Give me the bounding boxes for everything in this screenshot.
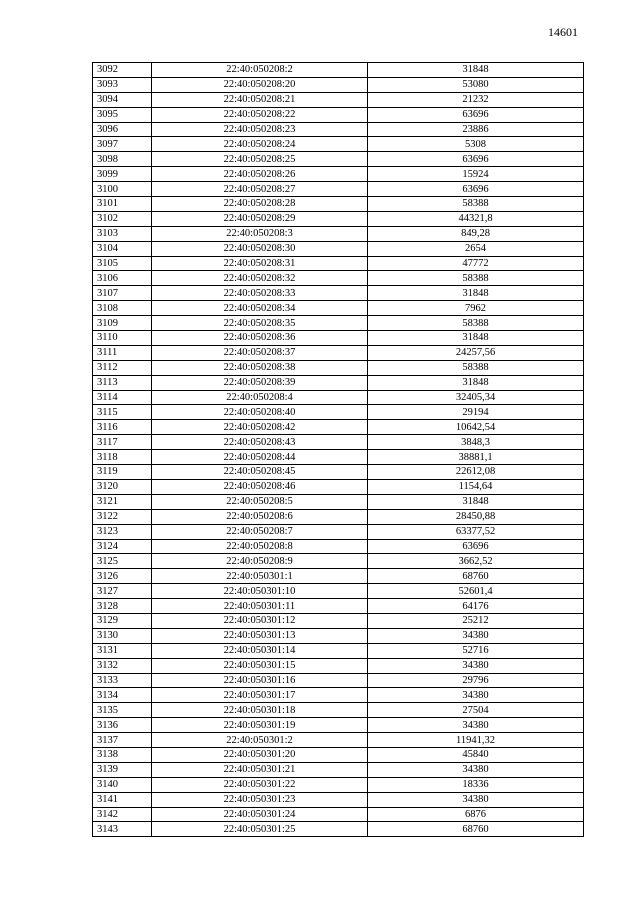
value-cell: 6876 <box>368 807 584 822</box>
cadastral-number-cell: 22:40:050208:8 <box>152 539 368 554</box>
cadastral-number-cell: 22:40:050301:2 <box>152 733 368 748</box>
cadastral-number-cell: 22:40:050301:25 <box>152 822 368 837</box>
value-cell: 31848 <box>368 375 584 390</box>
value-cell: 63696 <box>368 152 584 167</box>
row-number-cell: 3106 <box>93 271 152 286</box>
value-cell: 25212 <box>368 613 584 628</box>
cadastral-number-cell: 22:40:050208:4 <box>152 390 368 405</box>
value-cell: 34380 <box>368 762 584 777</box>
cadastral-number-cell: 22:40:050301:19 <box>152 718 368 733</box>
value-cell: 58388 <box>368 316 584 331</box>
cadastral-number-cell: 22:40:050208:45 <box>152 465 368 480</box>
value-cell: 68760 <box>368 569 584 584</box>
table-row <box>93 360 584 375</box>
table-row <box>93 286 584 301</box>
cadastral-number-cell: 22:40:050301:22 <box>152 777 368 792</box>
row-number-cell: 3097 <box>93 137 152 152</box>
table-row <box>93 197 584 212</box>
table-row <box>93 420 584 435</box>
cadastral-number-cell: 22:40:050208:36 <box>152 331 368 346</box>
table-row <box>93 762 584 777</box>
cadastral-number-cell: 22:40:050208:43 <box>152 435 368 450</box>
table-row <box>93 390 584 405</box>
value-cell: 27504 <box>368 703 584 718</box>
value-cell: 34380 <box>368 688 584 703</box>
cadastral-number-cell: 22:40:050208:33 <box>152 286 368 301</box>
table-row <box>93 226 584 241</box>
table-row <box>93 241 584 256</box>
value-cell: 53080 <box>368 77 584 92</box>
value-cell: 21232 <box>368 92 584 107</box>
row-number-cell: 3092 <box>93 63 152 78</box>
value-cell: 5308 <box>368 137 584 152</box>
value-cell: 31848 <box>368 286 584 301</box>
row-number-cell: 3130 <box>93 628 152 643</box>
cadastral-number-cell: 22:40:050301:17 <box>152 688 368 703</box>
row-number-cell: 3109 <box>93 316 152 331</box>
table-row <box>93 703 584 718</box>
cadastral-number-cell: 22:40:050208:32 <box>152 271 368 286</box>
table-row <box>93 345 584 360</box>
value-cell: 29796 <box>368 673 584 688</box>
cadastral-number-cell: 22:40:050208:2 <box>152 63 368 78</box>
cadastral-number-cell: 22:40:050208:5 <box>152 494 368 509</box>
table-row <box>93 435 584 450</box>
table-row <box>93 331 584 346</box>
table-row <box>93 479 584 494</box>
table-row <box>93 92 584 107</box>
cadastral-number-cell: 22:40:050301:16 <box>152 673 368 688</box>
value-cell: 52716 <box>368 643 584 658</box>
table-row <box>93 733 584 748</box>
table-row <box>93 450 584 465</box>
value-cell: 22612,08 <box>368 465 584 480</box>
cadastral-number-cell: 22:40:050208:31 <box>152 256 368 271</box>
cadastral-number-cell: 22:40:050208:25 <box>152 152 368 167</box>
cadastral-number-cell: 22:40:050208:28 <box>152 197 368 212</box>
page-number: 14601 <box>548 25 578 39</box>
cadastral-number-cell: 22:40:050208:6 <box>152 509 368 524</box>
value-cell: 23886 <box>368 122 584 137</box>
cadastral-number-cell: 22:40:050208:34 <box>152 301 368 316</box>
value-cell: 24257,56 <box>368 345 584 360</box>
value-cell: 32405,34 <box>368 390 584 405</box>
cadastral-number-cell: 22:40:050301:24 <box>152 807 368 822</box>
cadastral-number-cell: 22:40:050208:7 <box>152 524 368 539</box>
table-row <box>93 673 584 688</box>
row-number-cell: 3143 <box>93 822 152 837</box>
cadastral-number-cell: 22:40:050208:40 <box>152 405 368 420</box>
row-number-cell: 3093 <box>93 77 152 92</box>
value-cell: 58388 <box>368 197 584 212</box>
cadastral-number-cell: 22:40:050208:20 <box>152 77 368 92</box>
value-cell: 34380 <box>368 658 584 673</box>
table-body <box>93 63 584 837</box>
row-number-cell: 3117 <box>93 435 152 450</box>
value-cell: 45840 <box>368 747 584 762</box>
row-number-cell: 3125 <box>93 554 152 569</box>
table-row <box>93 554 584 569</box>
row-number-cell: 3121 <box>93 494 152 509</box>
cadastral-number-cell: 22:40:050301:23 <box>152 792 368 807</box>
table-row <box>93 375 584 390</box>
table-row <box>93 584 584 599</box>
table-row <box>93 77 584 92</box>
row-number-cell: 3120 <box>93 479 152 494</box>
row-number-cell: 3098 <box>93 152 152 167</box>
table-row <box>93 599 584 614</box>
value-cell: 58388 <box>368 271 584 286</box>
row-number-cell: 3127 <box>93 584 152 599</box>
row-number-cell: 3111 <box>93 345 152 360</box>
cadastral-number-cell: 22:40:050208:23 <box>152 122 368 137</box>
value-cell: 10642,54 <box>368 420 584 435</box>
cadastral-number-cell: 22:40:050208:38 <box>152 360 368 375</box>
value-cell: 1154,64 <box>368 479 584 494</box>
row-number-cell: 3119 <box>93 465 152 480</box>
value-cell: 47772 <box>368 256 584 271</box>
value-cell: 7962 <box>368 301 584 316</box>
row-number-cell: 3118 <box>93 450 152 465</box>
row-number-cell: 3124 <box>93 539 152 554</box>
table-row <box>93 301 584 316</box>
row-number-cell: 3134 <box>93 688 152 703</box>
row-number-cell: 3137 <box>93 733 152 748</box>
row-number-cell: 3105 <box>93 256 152 271</box>
table-row <box>93 271 584 286</box>
cadastral-number-cell: 22:40:050208:39 <box>152 375 368 390</box>
row-number-cell: 3094 <box>93 92 152 107</box>
value-cell: 2654 <box>368 241 584 256</box>
row-number-cell: 3096 <box>93 122 152 137</box>
table-row <box>93 718 584 733</box>
row-number-cell: 3110 <box>93 331 152 346</box>
row-number-cell: 3128 <box>93 599 152 614</box>
value-cell: 68760 <box>368 822 584 837</box>
table-row <box>93 569 584 584</box>
value-cell: 58388 <box>368 360 584 375</box>
table-row <box>93 465 584 480</box>
row-number-cell: 3126 <box>93 569 152 584</box>
table-row <box>93 822 584 837</box>
table-row <box>93 211 584 226</box>
row-number-cell: 3141 <box>93 792 152 807</box>
value-cell: 64176 <box>368 599 584 614</box>
value-cell: 15924 <box>368 167 584 182</box>
cadastral-number-cell: 22:40:050301:12 <box>152 613 368 628</box>
row-number-cell: 3104 <box>93 241 152 256</box>
row-number-cell: 3138 <box>93 747 152 762</box>
row-number-cell: 3129 <box>93 613 152 628</box>
table-row <box>93 628 584 643</box>
row-number-cell: 3142 <box>93 807 152 822</box>
value-cell: 31848 <box>368 494 584 509</box>
value-cell: 849,28 <box>368 226 584 241</box>
row-number-cell: 3095 <box>93 107 152 122</box>
table-row <box>93 792 584 807</box>
value-cell: 3662,52 <box>368 554 584 569</box>
row-number-cell: 3132 <box>93 658 152 673</box>
cadastral-number-cell: 22:40:050301:20 <box>152 747 368 762</box>
table-row <box>93 405 584 420</box>
cadastral-number-cell: 22:40:050208:26 <box>152 167 368 182</box>
value-cell: 44321,8 <box>368 211 584 226</box>
cadastral-number-cell: 22:40:050301:11 <box>152 599 368 614</box>
row-number-cell: 3139 <box>93 762 152 777</box>
row-number-cell: 3113 <box>93 375 152 390</box>
value-cell: 52601,4 <box>368 584 584 599</box>
table-row <box>93 643 584 658</box>
table-row <box>93 182 584 197</box>
row-number-cell: 3123 <box>93 524 152 539</box>
cadastral-number-cell: 22:40:050208:27 <box>152 182 368 197</box>
table-row <box>93 658 584 673</box>
value-cell: 18336 <box>368 777 584 792</box>
cadastral-number-cell: 22:40:050208:29 <box>152 211 368 226</box>
cadastral-number-cell: 22:40:050301:21 <box>152 762 368 777</box>
cadastral-number-cell: 22:40:050301:10 <box>152 584 368 599</box>
table-row <box>93 807 584 822</box>
cadastral-number-cell: 22:40:050301:18 <box>152 703 368 718</box>
cadastral-number-cell: 22:40:050208:46 <box>152 479 368 494</box>
table-row <box>93 539 584 554</box>
cadastral-number-cell: 22:40:050208:37 <box>152 345 368 360</box>
value-cell: 34380 <box>368 792 584 807</box>
row-number-cell: 3102 <box>93 211 152 226</box>
row-number-cell: 3131 <box>93 643 152 658</box>
table-row <box>93 256 584 271</box>
row-number-cell: 3100 <box>93 182 152 197</box>
cadastral-number-cell: 22:40:050208:21 <box>152 92 368 107</box>
value-cell: 38881,1 <box>368 450 584 465</box>
table-row <box>93 137 584 152</box>
row-number-cell: 3116 <box>93 420 152 435</box>
cadastral-number-cell: 22:40:050208:9 <box>152 554 368 569</box>
value-cell: 34380 <box>368 718 584 733</box>
table-row <box>93 613 584 628</box>
cadastral-number-cell: 22:40:050208:44 <box>152 450 368 465</box>
table-row <box>93 494 584 509</box>
value-cell: 63696 <box>368 539 584 554</box>
value-cell: 63696 <box>368 107 584 122</box>
row-number-cell: 3099 <box>93 167 152 182</box>
cadastral-number-cell: 22:40:050208:35 <box>152 316 368 331</box>
cadastral-number-cell: 22:40:050208:22 <box>152 107 368 122</box>
value-cell: 31848 <box>368 331 584 346</box>
row-number-cell: 3136 <box>93 718 152 733</box>
cadastral-number-cell: 22:40:050208:30 <box>152 241 368 256</box>
table-row <box>93 747 584 762</box>
value-cell: 11941,32 <box>368 733 584 748</box>
row-number-cell: 3115 <box>93 405 152 420</box>
row-number-cell: 3107 <box>93 286 152 301</box>
table-row <box>93 316 584 331</box>
row-number-cell: 3140 <box>93 777 152 792</box>
table-row <box>93 107 584 122</box>
cadastral-number-cell: 22:40:050208:24 <box>152 137 368 152</box>
value-cell: 63696 <box>368 182 584 197</box>
value-cell: 63377,52 <box>368 524 584 539</box>
cadastral-number-cell: 22:40:050301:15 <box>152 658 368 673</box>
table-row <box>93 524 584 539</box>
row-number-cell: 3112 <box>93 360 152 375</box>
row-number-cell: 3135 <box>93 703 152 718</box>
table-row <box>93 509 584 524</box>
row-number-cell: 3114 <box>93 390 152 405</box>
table-row <box>93 777 584 792</box>
value-cell: 31848 <box>368 63 584 78</box>
value-cell: 3848,3 <box>368 435 584 450</box>
table-row <box>93 167 584 182</box>
table-row <box>93 63 584 78</box>
cadastral-number-cell: 22:40:050208:3 <box>152 226 368 241</box>
cadastral-number-cell: 22:40:050301:1 <box>152 569 368 584</box>
table-row <box>93 688 584 703</box>
table-row <box>93 152 584 167</box>
value-cell: 34380 <box>368 628 584 643</box>
cadastral-number-cell: 22:40:050301:13 <box>152 628 368 643</box>
cadastral-number-cell: 22:40:050208:42 <box>152 420 368 435</box>
row-number-cell: 3122 <box>93 509 152 524</box>
cadastral-number-cell: 22:40:050301:14 <box>152 643 368 658</box>
value-cell: 29194 <box>368 405 584 420</box>
value-cell: 28450,88 <box>368 509 584 524</box>
row-number-cell: 3133 <box>93 673 152 688</box>
row-number-cell: 3103 <box>93 226 152 241</box>
row-number-cell: 3101 <box>93 197 152 212</box>
data-table <box>92 62 584 837</box>
table-row <box>93 122 584 137</box>
row-number-cell: 3108 <box>93 301 152 316</box>
